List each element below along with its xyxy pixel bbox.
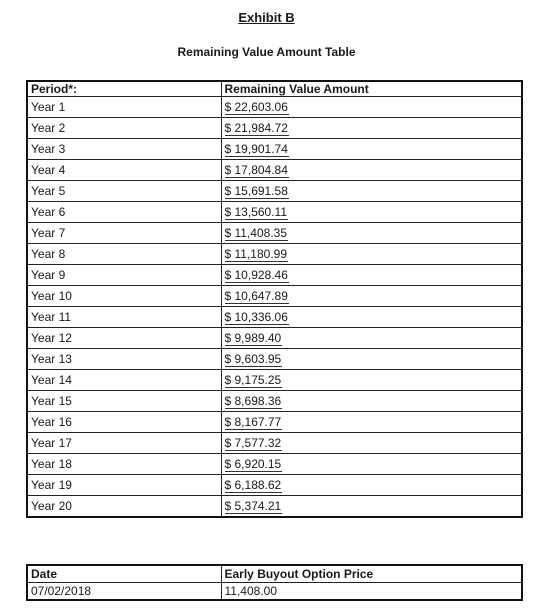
amount-value: $ 11,180.99: [224, 247, 288, 261]
amount-value: $ 11,408.35: [224, 226, 288, 240]
amount-cell: [221, 328, 522, 349]
buyout-row: [27, 583, 522, 601]
amount-value: $ 5,374.21: [224, 499, 282, 513]
amount-value: $ 15,691.58: [224, 184, 288, 198]
amount-cell: [221, 412, 522, 433]
amount-value: $ 9,989.40: [224, 331, 282, 345]
amount-cell: [221, 181, 522, 202]
period-cell: Year 11: [27, 307, 221, 328]
amount-cell: [221, 265, 522, 286]
remaining-value-table: [26, 80, 523, 518]
table-row: [27, 286, 522, 307]
period-column-header: Period*:: [27, 81, 221, 97]
table-row: [27, 181, 522, 202]
amount-cell: [221, 160, 522, 181]
table-body: [27, 97, 522, 518]
table-row: [27, 265, 522, 286]
table-row: [27, 454, 522, 475]
period-cell: Year 12: [27, 328, 221, 349]
amount-value: $ 22,603.06: [224, 100, 288, 114]
table-row: [27, 118, 522, 139]
period-cell: Year 15: [27, 391, 221, 412]
amount-cell: [221, 202, 522, 223]
amount-cell: [221, 454, 522, 475]
buyout-header-row: [27, 565, 522, 583]
amount-cell: [221, 475, 522, 496]
amount-value: $ 8,167.77: [224, 415, 282, 429]
amount-cell: [221, 139, 522, 160]
amount-value: $ 17,804.84: [224, 163, 288, 177]
amount-value: $ 9,175.25: [224, 373, 282, 387]
table-row: [27, 412, 522, 433]
amount-value: $ 21,984.72: [224, 121, 288, 135]
period-cell: Year 14: [27, 370, 221, 391]
amount-cell: [221, 118, 522, 139]
period-cell: Year 17: [27, 433, 221, 454]
period-cell: Year 5: [27, 181, 221, 202]
amount-value: $ 19,901.74: [224, 142, 288, 156]
table-row: [27, 370, 522, 391]
period-cell: Year 3: [27, 139, 221, 160]
amount-cell: [221, 349, 522, 370]
date-column-header: Date: [27, 565, 221, 583]
amount-value: $ 13,560.11: [224, 205, 288, 219]
amount-cell: [221, 244, 522, 265]
table-row: [27, 97, 522, 118]
exhibit-title: Exhibit B: [238, 10, 295, 25]
amount-cell: [221, 496, 522, 518]
amount-value: $ 10,928.46: [224, 268, 288, 282]
period-cell: Year 6: [27, 202, 221, 223]
table-row: [27, 496, 522, 518]
amount-value: $ 7,577.32: [224, 436, 282, 450]
amount-cell: [221, 223, 522, 244]
buyout-price-cell: 11,408.00: [221, 583, 522, 601]
period-cell: Year 19: [27, 475, 221, 496]
table-row: [27, 433, 522, 454]
period-cell: Year 9: [27, 265, 221, 286]
amount-value: $ 10,647.89: [224, 289, 288, 303]
period-cell: Year 13: [27, 349, 221, 370]
table-row: [27, 139, 522, 160]
period-cell: Year 20: [27, 496, 221, 518]
early-buyout-table: [26, 564, 523, 601]
table-row: [27, 244, 522, 265]
period-cell: Year 1: [27, 97, 221, 118]
table-row: [27, 202, 522, 223]
amount-value: $ 9,603.95: [224, 352, 282, 366]
amount-column-header: Remaining Value Amount: [221, 81, 522, 97]
table-row: [27, 223, 522, 244]
period-cell: Year 8: [27, 244, 221, 265]
table-row: [27, 349, 522, 370]
period-cell: Year 18: [27, 454, 221, 475]
amount-cell: [221, 370, 522, 391]
buyout-date-cell: 07/02/2018: [27, 583, 221, 601]
amount-value: $ 6,920.15: [224, 457, 282, 471]
table-title: Remaining Value Amount Table: [177, 45, 356, 59]
period-cell: Year 10: [27, 286, 221, 307]
amount-value: $ 6,188.62: [224, 478, 282, 492]
amount-cell: [221, 286, 522, 307]
table-row: [27, 328, 522, 349]
table-row: [27, 475, 522, 496]
period-cell: Year 7: [27, 223, 221, 244]
table-row: [27, 160, 522, 181]
amount-cell: [221, 307, 522, 328]
period-cell: Year 4: [27, 160, 221, 181]
amount-value: $ 8,698.36: [224, 394, 282, 408]
period-cell: Year 2: [27, 118, 221, 139]
amount-value: $ 10,336.06: [224, 310, 288, 324]
amount-cell: [221, 433, 522, 454]
amount-cell: [221, 97, 522, 118]
period-cell: Year 16: [27, 412, 221, 433]
amount-cell: [221, 391, 522, 412]
table-row: [27, 307, 522, 328]
table-header-row: [27, 81, 522, 97]
price-column-header: Early Buyout Option Price: [221, 565, 522, 583]
table-row: [27, 391, 522, 412]
